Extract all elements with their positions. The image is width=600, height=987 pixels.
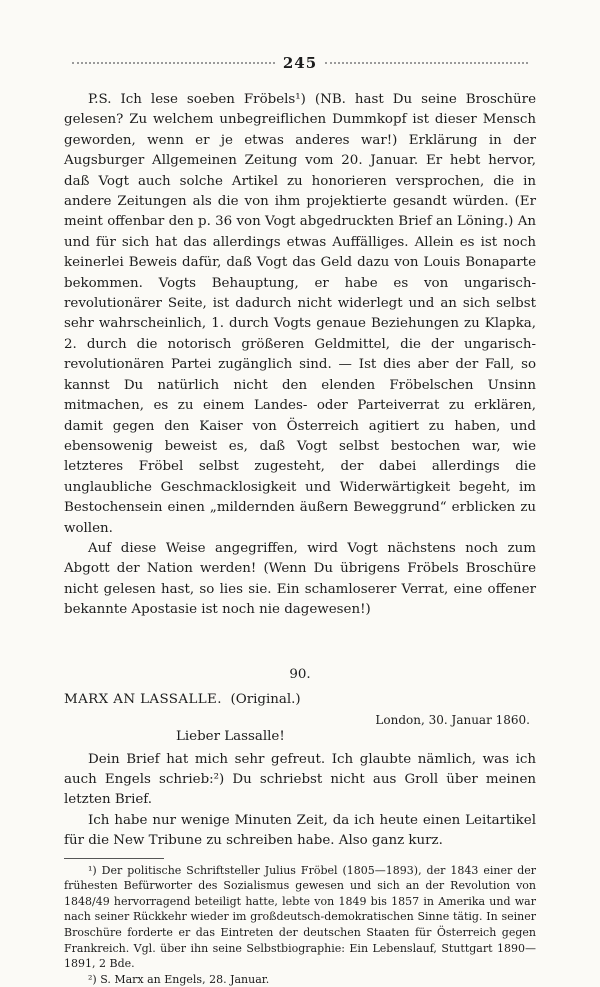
letter-salutation: Lieber Lassalle! (176, 728, 285, 744)
letter-heading (64, 692, 536, 707)
letter-dateline: London, 30. Januar 1860. (375, 712, 530, 727)
page-number: 245 (282, 54, 318, 72)
footnote: ¹) Der politische Schriftsteller Julius Fröbel (1805—1893), der 1843 einer der frühesten Befürworter des Sozialismus gewesen und sich an der Revolution von 1848/49 hervorragend beteiligt hatte, lebte von 1849 bis 1857 in Amerika und war nach seiner Rückkehr wieder im großdeutsch-demokratischen Sinne tätig. In seiner Broschüre forderte er das Eintreten der deutschen Staaten für Österreich gegen Frankreich. Vgl. über ihn seine Selbstbiographie: Ein Lebenslauf, Stuttgart 1890—1891, 2 Bde. (64, 863, 536, 971)
letter-title: MARX AN LASSALLE. (64, 691, 222, 707)
letter-paragraph: Ich habe nur wenige Minuten Zeit, da ich heute einen Leitartikel für die New Tribune zu schreiben habe. Also ganz kurz. (64, 812, 536, 849)
footnote: ²) S. Marx an Engels, 28. Januar. (88, 972, 270, 986)
postscript (64, 90, 536, 621)
header-rule-right (325, 62, 528, 64)
header-rule-left (72, 62, 275, 64)
letter-body (64, 750, 536, 852)
letter-title-note: (Original.) (230, 691, 301, 707)
page-header (64, 50, 536, 76)
postscript-paragraph: P.S. Ich lese soeben Fröbels¹) (NB. hast Du seine Broschüre gelesen? Zu welchem unbegreiflichen Dummkopf ist dieser Mensch geworden, wenn er je etwas anderes war!) Erklärung in der Augsburger Allgemeinen Zeitung vom 20. Januar. Er hebt hervor, daß Vogt auch solche Artikel zu honorieren versprochen, die in andere Zeitungen als die von ihm projektierte gesandt würden. (Er meint offenbar den p. 36 von Vogt abgedruckten Brief an Löning.) An und für sich hat das allerdings etwas Auffälliges. Allein es ist noch keinerlei Beweis dafür, daß Vogt das Geld dazu von Louis Bonaparte bekommen. Vogts Behauptung, er habe es von ungarisch-revolutionärer Seite, ist dadurch nicht widerlegt und an sich selbst sehr wahrscheinlich, 1. durch Vogts genaue Beziehungen zu Klapka, 2. durch die notorisch größeren Geldmittel, die der ungarisch-revolutionären Partei zugänglich sind. — Ist dies aber der Fall, so kannst Du natürlich nicht den elenden Fröbelschen Unsinn mitmachen, es zu einem Landes- oder Parteiverrat zu erklären, damit gegen den Kaiser von Österreich agitiert zu haben, und ebensowenig beweist es, daß Vogt selbst bestochen war, wie letzteres Fröbel selbst zugesteht, der dabei allerdings die unglaubliche Geschmacklosigkeit und Widerwärtigkeit begeht, im Bestochensein einen „mildernden äußern Beweggrund“ erblicken zu wollen. (64, 92, 536, 536)
footnotes (64, 863, 536, 987)
letter-number: 90. (289, 666, 311, 682)
postscript-paragraph: Auf diese Weise angegriffen, wird Vogt nächstens noch zum Abgott der Nation werden! (Wenn Du übrigens Fröbels Broschüre nicht gelesen hast, so lies sie. Ein schamloserer Verrat, eine offener bekannte Apostasie ist noch nie dagewesen!) (64, 540, 536, 618)
letter-paragraph: Dein Brief hat mich sehr gefreut. Ich glaubte nämlich, was ich auch Engels schrieb:²) Du schriebst nicht aus Groll über meinen letzten Brief. (64, 751, 536, 808)
footnote-divider (64, 858, 164, 859)
